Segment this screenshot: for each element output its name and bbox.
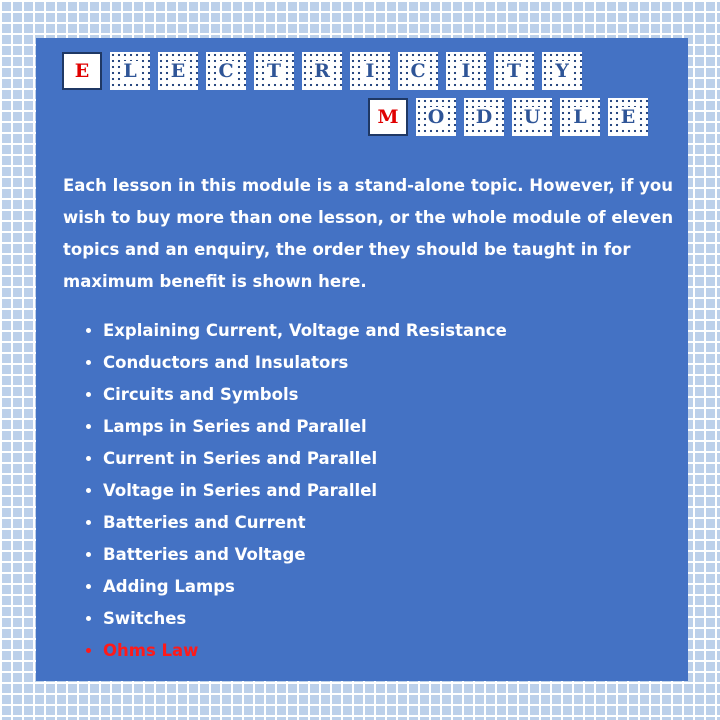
lesson-item: • Batteries and Voltage <box>103 539 507 571</box>
lesson-item: • Lamps in Series and Parallel <box>103 411 507 443</box>
title-word-electricity <box>62 52 582 90</box>
title-letter-tile: U <box>512 98 552 136</box>
title-letter-tile: T <box>254 52 294 90</box>
title-letter-tile: E <box>608 98 648 136</box>
lesson-item: • Circuits and Symbols <box>103 379 507 411</box>
lesson-item-highlighted: • Ohms Law <box>103 635 507 667</box>
lesson-item: • Voltage in Series and Parallel <box>103 475 507 507</box>
lesson-item: • Batteries and Current <box>103 507 507 539</box>
title-letter-tile: O <box>416 98 456 136</box>
title-letter-tile: I <box>350 52 390 90</box>
title-letter-tile: L <box>110 52 150 90</box>
lesson-item: • Conductors and Insulators <box>103 347 507 379</box>
title-letter-tile: C <box>206 52 246 90</box>
title-letter-tile: I <box>446 52 486 90</box>
title-letter-tile: M <box>368 98 408 136</box>
title-letter-tile: C <box>398 52 438 90</box>
lesson-item: • Switches <box>103 603 507 635</box>
title-word-module <box>368 98 648 136</box>
lesson-item: • Current in Series and Parallel <box>103 443 507 475</box>
title-letter-tile: D <box>464 98 504 136</box>
title-letter-tile: E <box>158 52 198 90</box>
title-letter-tile: E <box>62 52 102 90</box>
title-letter-tile: Y <box>542 52 582 90</box>
lesson-item: • Explaining Current, Voltage and Resistance <box>103 315 507 347</box>
intro-text: Each lesson in this module is a stand-alone topic. However, if you wish to buy more than one lesson, or the whole module of eleven topics and an enquiry, the order they should be taught in for maximum benefit is shown here. <box>63 176 674 291</box>
module-card <box>36 38 688 681</box>
title-letter-tile: T <box>494 52 534 90</box>
lesson-list <box>81 315 507 667</box>
title-letter-tile: R <box>302 52 342 90</box>
title-letter-tile: L <box>560 98 600 136</box>
lesson-item: • Adding Lamps <box>103 571 507 603</box>
